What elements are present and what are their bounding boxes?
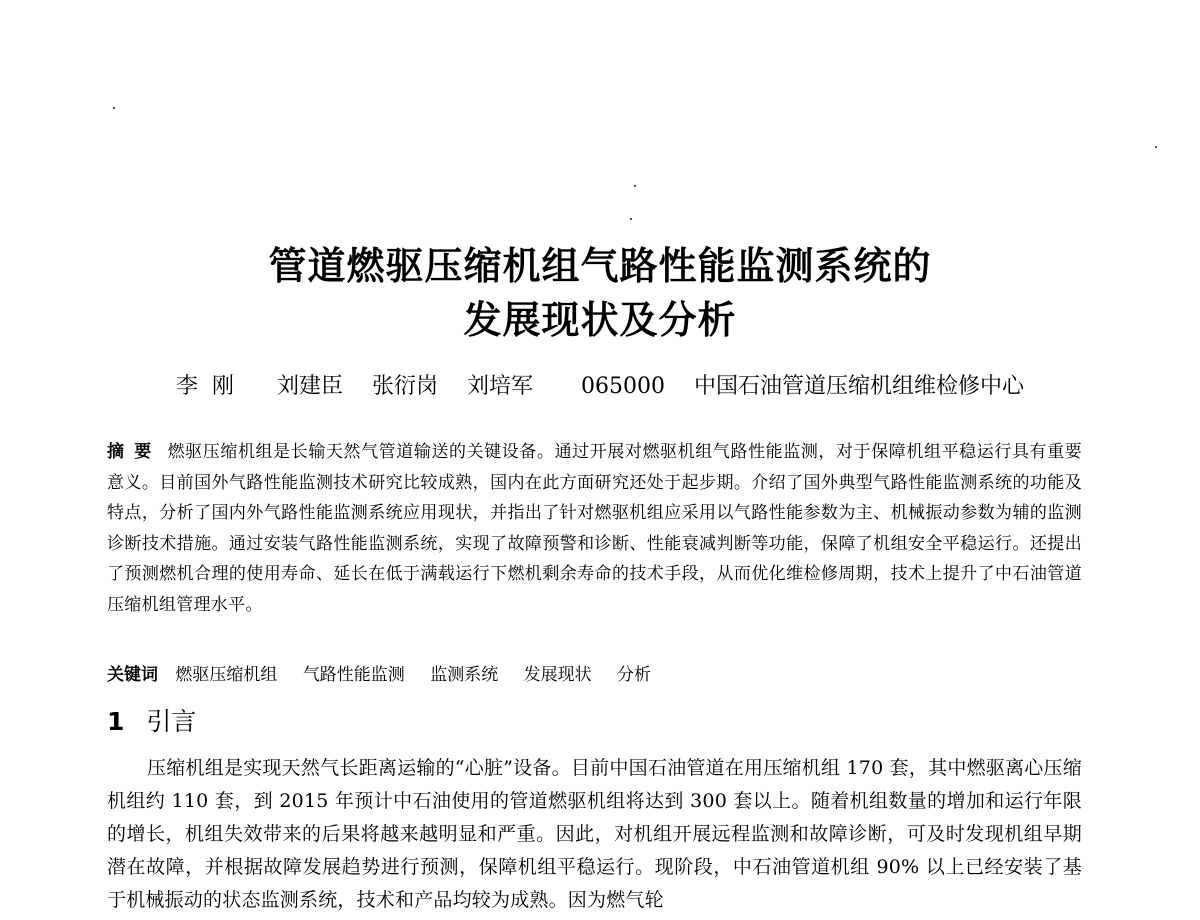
author-line	[0, 372, 1200, 402]
scan-speck	[634, 185, 636, 187]
abstract	[107, 437, 1082, 620]
paper-title-line-2: 发展现状及分析	[463, 298, 737, 342]
scan-speck	[630, 218, 632, 220]
paper-title-line-1: 管道燃驱压缩机组气路性能监测系统的	[268, 244, 932, 288]
section-number: 1	[107, 707, 125, 736]
author-name: 刘建臣	[276, 374, 343, 399]
keywords-label: 关键词	[107, 665, 158, 685]
keyword: 燃驱压缩机组	[175, 665, 278, 685]
keywords	[107, 660, 1082, 690]
author-name: 张衍岗	[372, 374, 439, 399]
abstract-text: 燃驱压缩机组是长输天然气管道输送的关键设备。通过开展对燃驱机组气路性能监测，对于保障机组平稳运行具有重要意义。目前国外气路性能监测技术研究比较成熟，国内在此方面研究还处于起步期。介绍了国外典型气路性能监测系统的功能及特点，分析了国内外气路性能监测系统应用现状，并指出了针对燃驱机组应采用以气路性能参数为主、机械振动参数为辅的监测诊断技术措施。通过安装气路性能监测系统，实现了故障预警和诊断、性能衰减判断等功能，保障了机组安全平稳运行。还提出了预测燃机合理的使用寿命、延长在低于满载运行下燃机剩余寿命的技术手段，从而优化维检修周期，技术上提升了中石油管道压缩机组管理水平。	[107, 442, 1083, 615]
postcode: 065000	[581, 374, 666, 399]
body-paragraph: 压缩机组是实现天然气长距离运输的“心脏”设备。目前中国石油管道在用压缩机组 170 套，其中燃驱离心压缩机组约 110 套，到 2015 年预计中石油使用的管道燃驱机组将达到 300 套以上。随着机组数量的增加和运行年限的增长，机组失效带来的后果将越来越明显和严重。因此，对机组开展远程监测和故障诊断，可及时发现机组早期潜在故障，并根据故障发展趋势进行预测，保障机组平稳运行。现阶段，中石油管道机组 90% 以上已经安装了基于机械振动的状态监测系统，技术和产品均较为成熟。因为燃气轮	[107, 757, 1082, 911]
abstract-label: 摘要	[107, 442, 162, 462]
keyword: 气路性能监测	[302, 665, 405, 685]
scan-speck	[1155, 146, 1157, 148]
section-heading	[107, 705, 196, 739]
keyword: 发展现状	[523, 665, 592, 685]
keyword: 监测系统	[430, 665, 499, 685]
author-name: 刘培军	[467, 374, 534, 399]
scan-speck	[113, 107, 115, 109]
keyword: 分析	[617, 665, 652, 685]
section-title: 引言	[146, 707, 197, 736]
affiliation: 中国石油管道压缩机组维检修中心	[694, 374, 1025, 399]
author-name: 李刚	[175, 374, 248, 399]
